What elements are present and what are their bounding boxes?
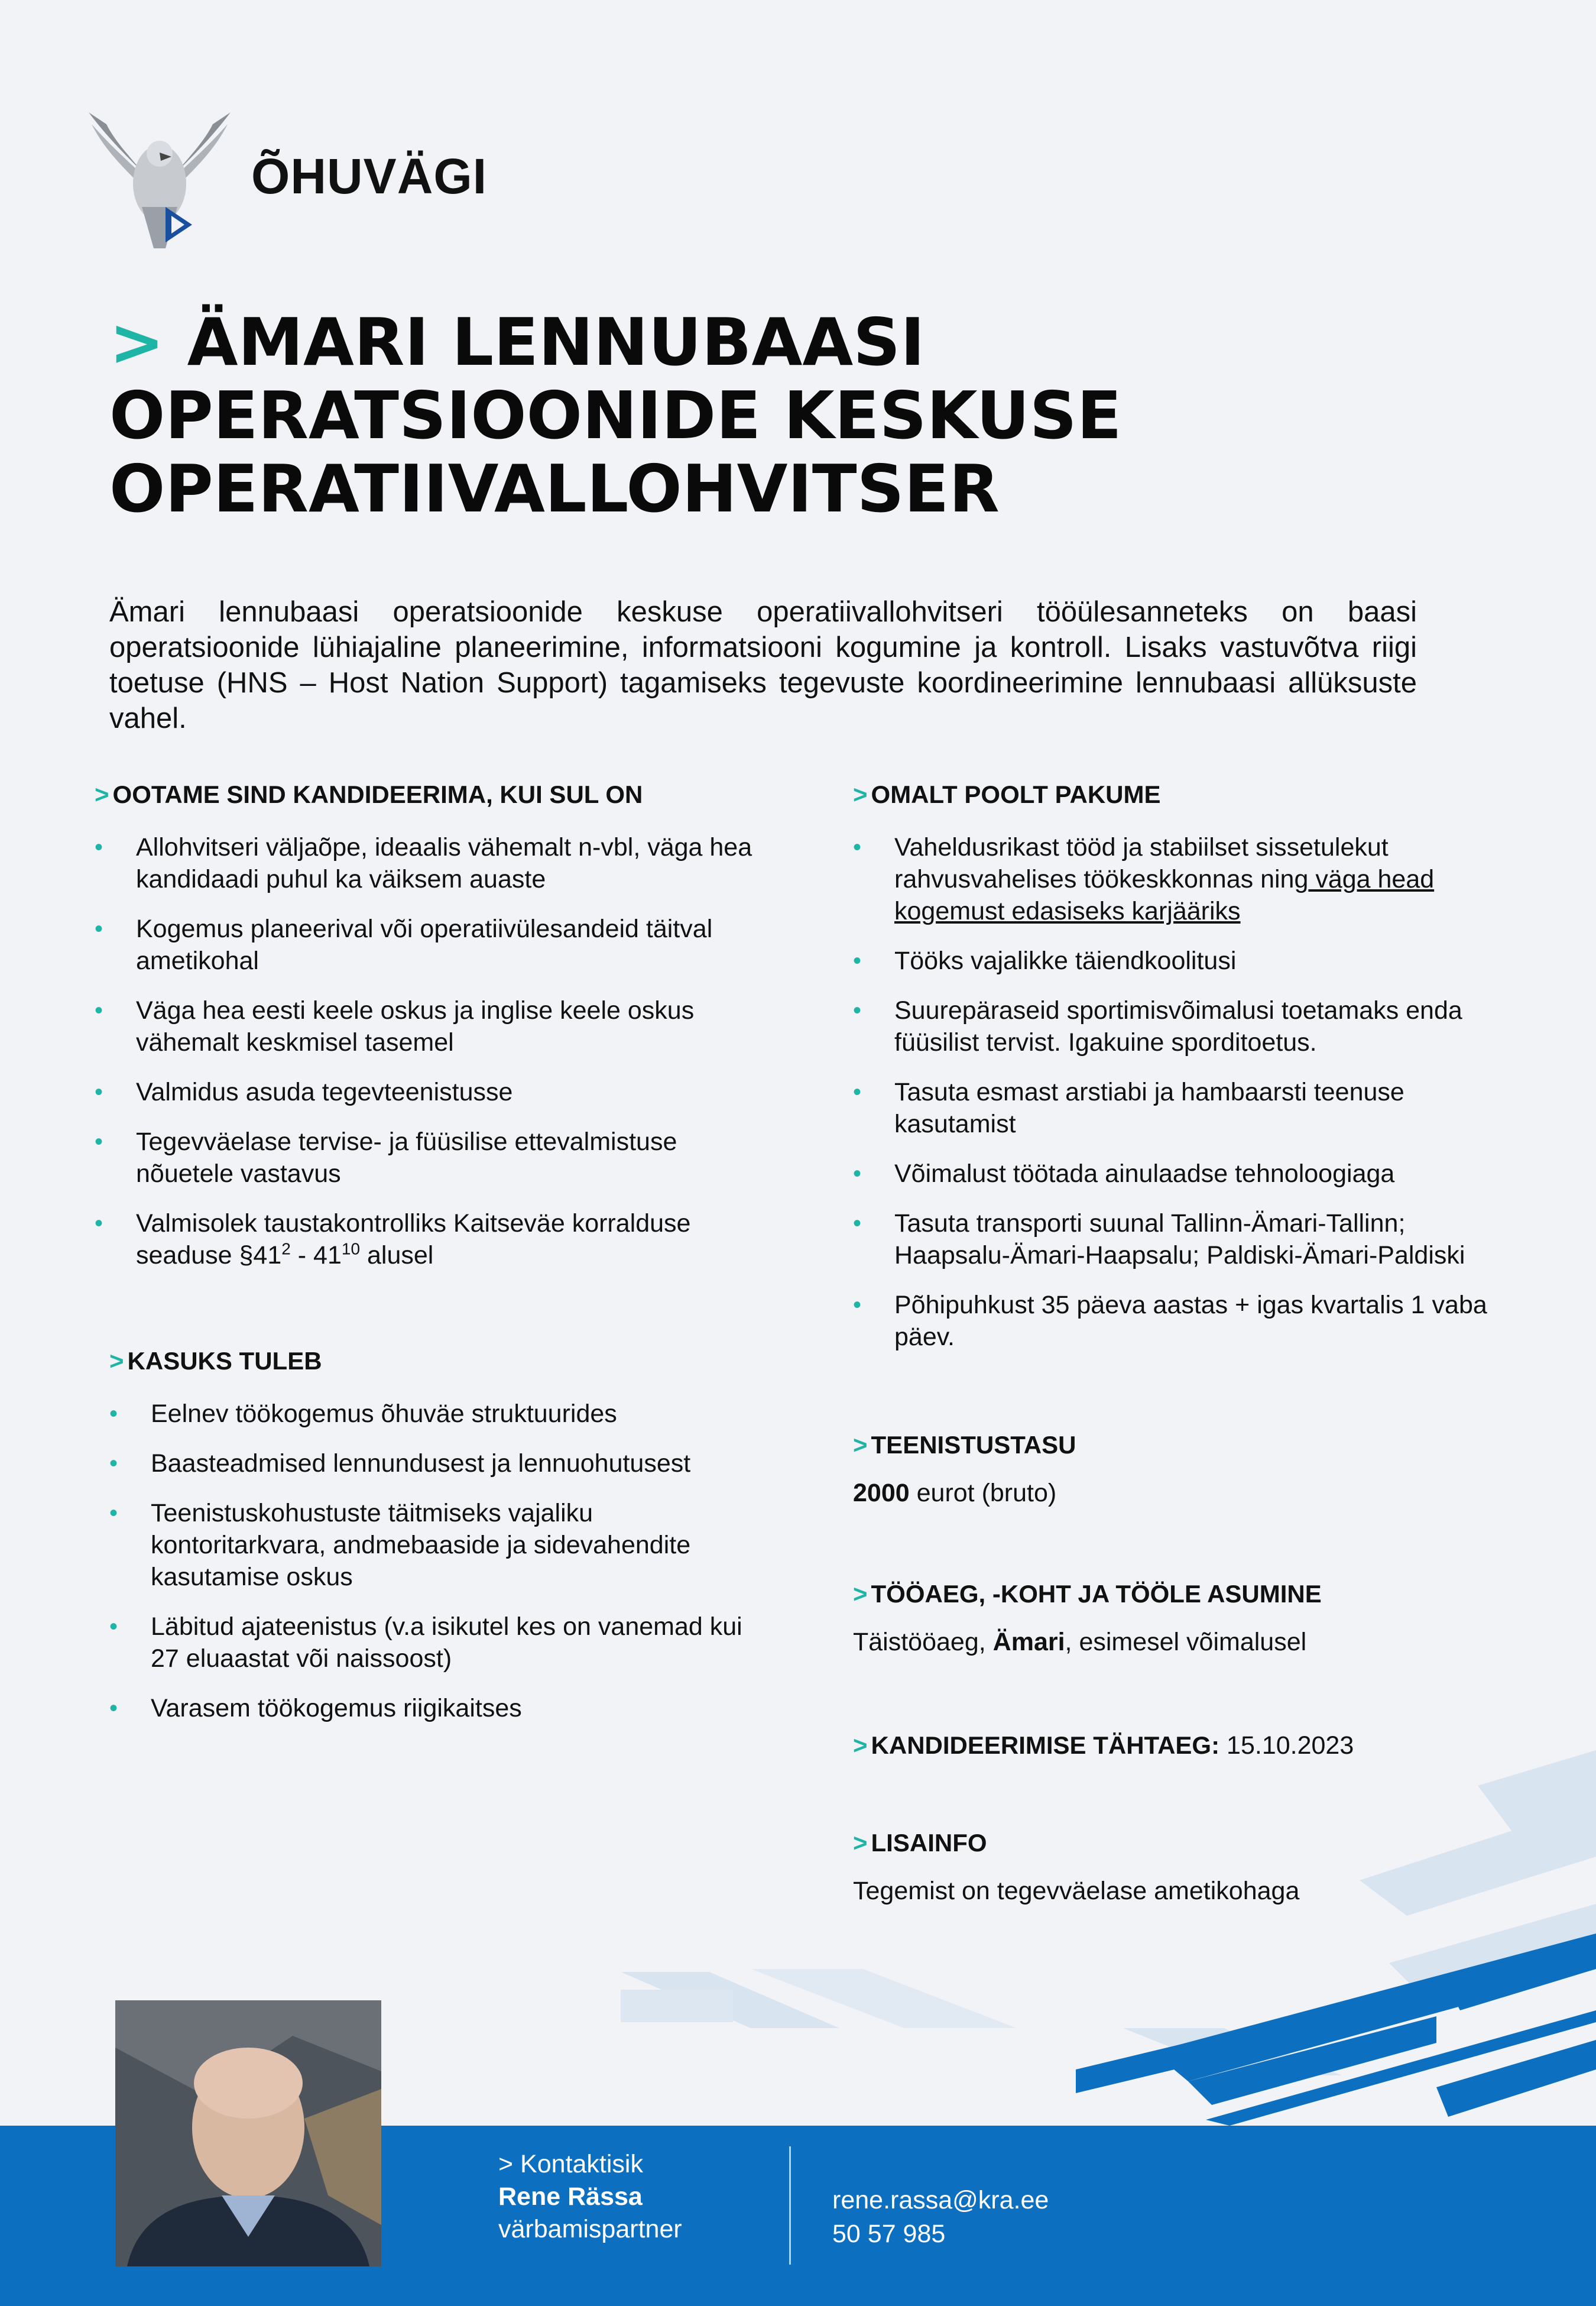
deadline-line: > KANDIDEERIMISE TÄHTAEG: 15.10.2023 [853, 1731, 1354, 1760]
salary-value: 2000 eurot (bruto) [853, 1479, 1057, 1507]
requirements-section [95, 780, 768, 1289]
advantages-section [109, 1347, 771, 1742]
list-item: • Vaheldusrikast tööd ja stabiilset sissetulekut rahvusvahelises töökeskkonnas ning väga head kogemust edasiseks karjääriks [853, 831, 1503, 927]
requirements-list [95, 831, 768, 1271]
contact-info [498, 2148, 682, 2246]
list-item: • Läbitud ajateenistus (v.a isikutel kes on vanemad kui 27 eluaastat või naissoost) [109, 1611, 771, 1675]
contact-phone[interactable]: 50 57 985 [832, 2220, 946, 2248]
contact-name: Rene Rässa [498, 2182, 643, 2211]
list-item: • Baasteadmised lennundusest ja lennuohutusest [109, 1447, 771, 1479]
title-line-1: ÄMARI LENNUBAASI [187, 305, 925, 381]
offer-section [853, 780, 1503, 1371]
list-item: • Võimalust töötada ainulaadse tehnoloogiaga [853, 1158, 1503, 1190]
extra-info-heading: > LISAINFO [853, 1829, 987, 1857]
contact-label: > Kontaktisik [498, 2150, 643, 2178]
list-item: • Tööks vajalikke täiendkoolitusi [853, 945, 1503, 977]
advantages-list [109, 1398, 771, 1724]
salary-heading: > TEENISTUSTASU [853, 1431, 1076, 1459]
worktime-value: Täistööaeg, Ämari, esimesel võimalusel [853, 1628, 1307, 1656]
offer-heading: > OMALT POOLT PAKUME [853, 780, 1161, 808]
extra-info-section [853, 1829, 1503, 1907]
contact-details [832, 2184, 1049, 2251]
salary-section [853, 1431, 1503, 1509]
title-line-2: OPERATSIOONIDE KESKUSE [109, 378, 1122, 454]
list-item: • Teenistuskohustuste täitmiseks vajaliku kontoritarkvara, andmebaaside ja sidevahendite kasutamise oskus [109, 1497, 771, 1593]
list-item: • Põhipuhkust 35 päeva aastas + igas kvartalis 1 vaba päev. [853, 1289, 1503, 1353]
contact-photo [115, 2000, 381, 2266]
list-item: • Eelnev töökogemus õhuväe struktuurides [109, 1398, 771, 1430]
list-item: • Valmidus asuda tegevteenistusse [95, 1076, 768, 1108]
list-item: • Tasuta esmast arstiabi ja hambaarsti teenuse kasutamist [853, 1076, 1503, 1140]
extra-info-text: Tegemist on tegevväelase ametikohaga [853, 1877, 1300, 1905]
list-item: • Tasuta transporti suunal Tallinn-Ämari-Tallinn; Haapsalu-Ämari-Haapsalu; Paldiski-Ämari-Paldiski [853, 1207, 1503, 1271]
list-item: • Allohvitseri väljaõpe, ideaalis vähemalt n-vbl, väga hea kandidaadi puhul ka väiksem auaste [95, 831, 768, 895]
list-item: • Valmisolek taustakontrolliks Kaitseväe korralduse seaduse $\S 41^2 - 41^{10}$ alusel [95, 1207, 768, 1271]
worktime-heading: > TÖÖAEG, -KOHT JA TÖÖLE ASUMINE [853, 1580, 1322, 1608]
list-item: • Kogemus planeerival või operatiivülesandeid täitval ametikohal [95, 913, 768, 977]
air-force-eagle-icon [83, 101, 236, 260]
brand-name: ÕHUVÄGI [251, 148, 488, 204]
list-item: • Suurepäraseid sportimisvõimalusi toetamaks enda füüsilist tervist. Igakuine sporditoetus. [853, 995, 1503, 1058]
requirements-heading: > OOTAME SIND KANDIDEERIMA, KUI SUL ON [95, 780, 643, 808]
list-item: • Väga hea eesti keele oskus ja inglise keele oskus vähemalt keskmisel tasemel [95, 995, 768, 1058]
list-item: • Tegevväelase tervise- ja füüsilise ettevalmistuse nõuetele vastavus [95, 1126, 768, 1190]
worktime-section [853, 1580, 1503, 1658]
advantages-heading: > KASUKS TULEB [109, 1347, 322, 1375]
list-item: • Varasem töökogemus riigikaitses [109, 1692, 771, 1724]
contact-role: värbamispartner [498, 2215, 682, 2243]
job-title [109, 306, 1469, 526]
offer-list [853, 831, 1503, 1353]
footer-divider [789, 2146, 791, 2265]
title-marker: > [109, 305, 165, 381]
deadline-section [853, 1730, 1503, 1761]
title-line-3: OPERATIIVALLOHVITSER [109, 451, 1000, 527]
contact-email[interactable]: rene.rassa@kra.ee [832, 2186, 1049, 2214]
intro-paragraph: Ämari lennubaasi operatsioonide keskuse operatiivallohvitseri tööülesanneteks on baasi operatsioonide lühiajaline planeerimine, informatsiooni kogumine ja kontroll. Lisaks vastuvõtva riigi toetuse (HNS – Host Nation Support) tagamiseks tegevuste koordineerimine lennubaasi allüksuste vahel. [109, 596, 1417, 734]
